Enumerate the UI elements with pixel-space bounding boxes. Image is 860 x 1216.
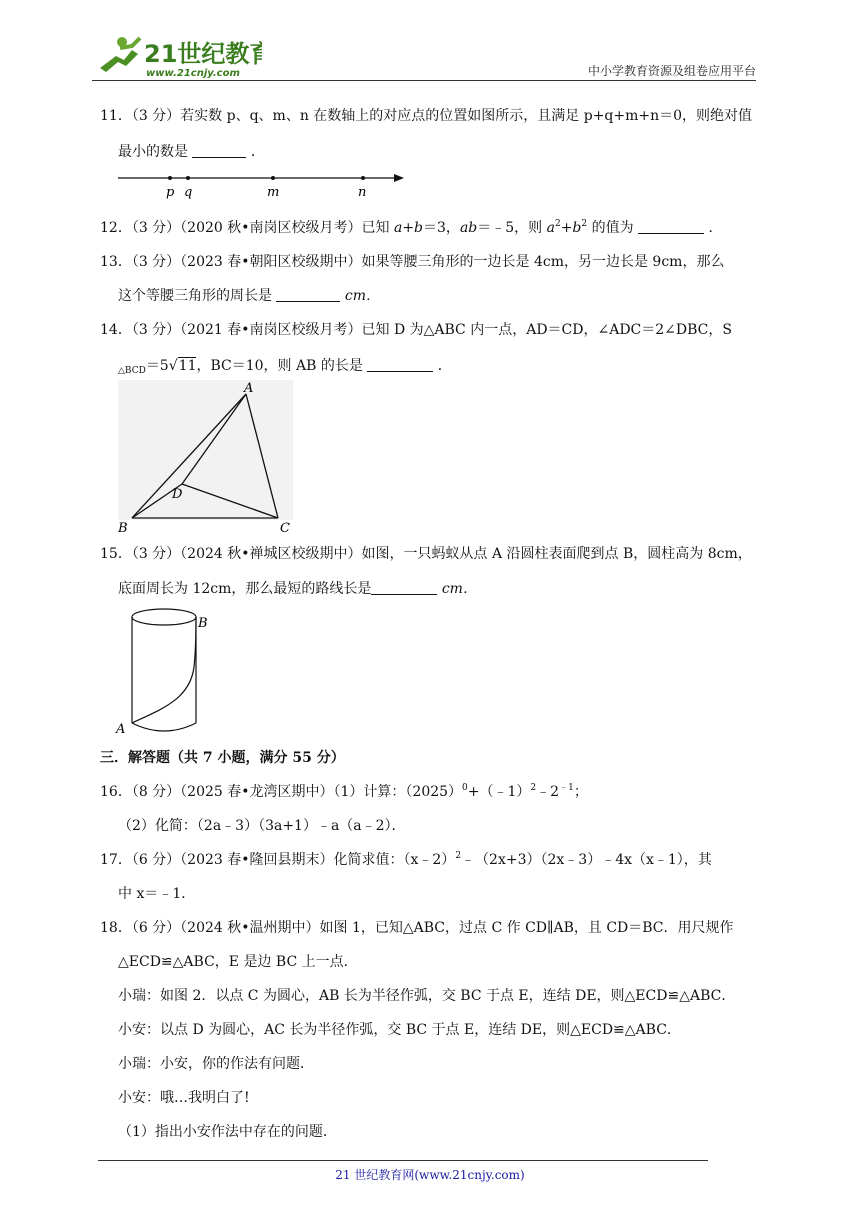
section-heading: 三．解答题（共 7 小题，满分 55 分） — [100, 750, 345, 766]
label-n: n — [358, 185, 367, 200]
q15-line2: 底面周长为 12cm，那么最短的路线长是 cm． — [118, 581, 477, 597]
answer-blank — [367, 357, 433, 372]
q11-line2: 最小的数是 ． — [118, 144, 265, 160]
header-divider — [92, 80, 756, 81]
answer-blank — [192, 143, 246, 158]
q17-line2: 中 x＝﹣1． — [118, 886, 196, 902]
svg-text:D: D — [172, 487, 183, 502]
q18-line5: 小瑞：小安，你的作法有问题． — [118, 1056, 314, 1072]
q14-line1: 14．（3 分）（2021 春•南岗区校级月考）已知 D 为△ABC 内一点，AD＝CD，∠ADC＝2∠DBC，S — [100, 322, 732, 338]
q13-line1: 13．（3 分）（2023 春•朝阳区校级期中）如果等腰三角形的一边长是 4cm，另一边长是 9cm，那么 — [100, 254, 725, 270]
answer-blank — [638, 219, 704, 234]
answer-blank — [371, 580, 437, 595]
svg-text:B: B — [198, 616, 208, 631]
label-q: q — [184, 185, 193, 200]
triangle-figure — [118, 380, 293, 535]
q18-line4: 小安：以点 D 为圆心，AC 长为半径作弧，交 BC 于点 E，连结 DE，则△ECD≌△ABC． — [118, 1022, 681, 1038]
q15-line1: 15．（3 分）（2024 秋•禅城区校级期中）如图，一只蚂蚁从点 A 沿圆柱表面爬到点 B，圆柱高为 8cm， — [100, 546, 752, 562]
label-m: m — [267, 185, 280, 200]
cylinder-figure — [112, 605, 212, 740]
svg-text:A: A — [244, 381, 254, 396]
svg-text:21世纪教育: 21世纪教育 — [144, 40, 262, 68]
q17-line1: 17．（6 分）（2023 春•隆回县期末）化简求值：（x﹣2）$^2$﹣（2x+3）（2x﹣3）﹣4x（x﹣1），其 — [100, 851, 712, 868]
q12-line: 12．（3 分）（2020 秋•南岗区校级月考）已知 a+b＝3，ab＝﹣5，则 $a^2+b^2$ 的值为 ． — [100, 219, 723, 236]
svg-text:www.21cnjy.com: www.21cnjy.com — [146, 68, 240, 79]
svg-text:B: B — [118, 521, 128, 535]
footer-divider — [98, 1160, 708, 1161]
q18-line3: 小瑞：如图 2．以点 C 为圆心，AB 长为半径作弧，交 BC 于点 E，连结 DE，则△ECD≌△ABC． — [118, 988, 736, 1004]
number-line-figure — [118, 168, 408, 204]
q18-line6: 小安：哦…我明白了! — [118, 1090, 250, 1106]
q16-line2: （2）化简：（2a﹣3）（3a+1）﹣a（a﹣2）． — [118, 818, 406, 834]
q16-line1: 16．（8 分）（2025 春•龙湾区期中）（1）计算：$(2025)^0+(﹣1)^2﹣2^{﹣1}$； — [100, 783, 588, 800]
header-platform-text: 中小学教育资源及组卷应用平台 — [587, 64, 756, 78]
q14-line2: $_{\triangle BCD}$＝5√11，BC＝10，则 AB 的长是 ． — [118, 358, 452, 376]
footer-text[interactable]: 21 世纪教育网(www.21cnjy.com) — [335, 1168, 525, 1182]
svg-text:A: A — [116, 722, 126, 737]
label-p: p — [166, 185, 175, 200]
q18-line7: （1）指出小安作法中存在的问题． — [118, 1124, 337, 1140]
q13-line2: 这个等腰三角形的周长是 cm． — [118, 288, 381, 304]
site-logo — [92, 30, 262, 80]
q18-line1: 18．（6 分）（2024 秋•温州期中）如图 1，已知△ABC，过点 C 作 CD∥AB，且 CD＝BC．用尺规作 — [100, 920, 734, 936]
q11-line1: 11．（3 分）若实数 p、q、m、n 在数轴上的对应点的位置如图所示，且满足 p+q+m+n＝0，则绝对值 — [100, 108, 753, 124]
answer-blank — [276, 287, 340, 302]
q18-line2: △ECD≌△ABC，E 是边 BC 上一点． — [118, 954, 358, 970]
runner-icon — [100, 37, 140, 72]
svg-text:C: C — [280, 521, 290, 535]
